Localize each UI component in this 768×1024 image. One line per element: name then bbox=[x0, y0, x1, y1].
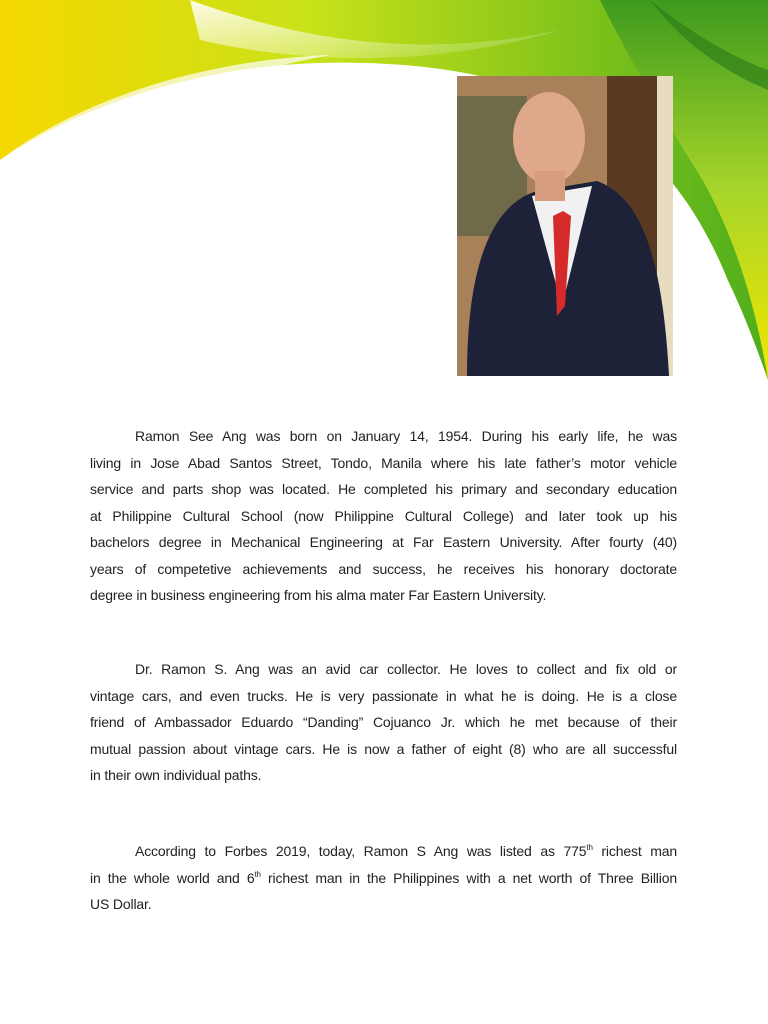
text-line: friend of Ambassador Eduardo “Danding” Cojuanco Jr. which he met because of their bbox=[90, 714, 677, 730]
text-line: bachelors degree in Mechanical Engineering at Far Eastern University. After fourty (40) bbox=[90, 534, 677, 550]
paragraph-forbes bbox=[90, 838, 677, 918]
superscript: th bbox=[254, 869, 261, 879]
text-line bbox=[90, 838, 677, 865]
text-line: vintage cars, and even trucks. He is very passionate in what he is doing. He is a close bbox=[90, 687, 677, 704]
paragraph-car-collector bbox=[90, 656, 677, 789]
text-run: in the whole world and 6 bbox=[90, 869, 255, 886]
superscript: th bbox=[586, 843, 593, 852]
text-run: richest man in the Philippines with a net worth of Three Billion bbox=[260, 869, 677, 886]
text-run: According to Forbes 2019, today, Ramon S Ang was listed as 775 bbox=[135, 843, 587, 859]
text-line: degree in business engineering from his alma mater Far Eastern University. bbox=[90, 587, 547, 603]
text-line: Ramon See Ang was born on January 14, 1954. During his early life, he was bbox=[135, 428, 677, 444]
text-run: richest man bbox=[592, 843, 678, 859]
text-line: years of competetive achievements and success, he receives his honorary doctorate bbox=[90, 560, 677, 577]
text-line bbox=[90, 865, 677, 892]
text-line: Dr. Ramon S. Ang was an avid car collector. He loves to collect and fix old or bbox=[135, 661, 677, 677]
text-line: service and parts shop was located. He completed his primary and secondary education bbox=[90, 481, 677, 497]
text-line: US Dollar. bbox=[90, 896, 152, 912]
portrait-photo bbox=[457, 76, 673, 376]
text-line: living in Jose Abad Santos Street, Tondo, Manila where his late father’s motor vehicle bbox=[90, 454, 677, 471]
text-line: in their own individual paths. bbox=[90, 767, 262, 783]
text-line: at Philippine Cultural School (now Philippine Cultural College) and later took up his bbox=[90, 507, 677, 524]
paragraph-biography bbox=[90, 423, 677, 609]
text-line: mutual passion about vintage cars. He is now a father of eight (8) who are all successful bbox=[90, 740, 677, 757]
